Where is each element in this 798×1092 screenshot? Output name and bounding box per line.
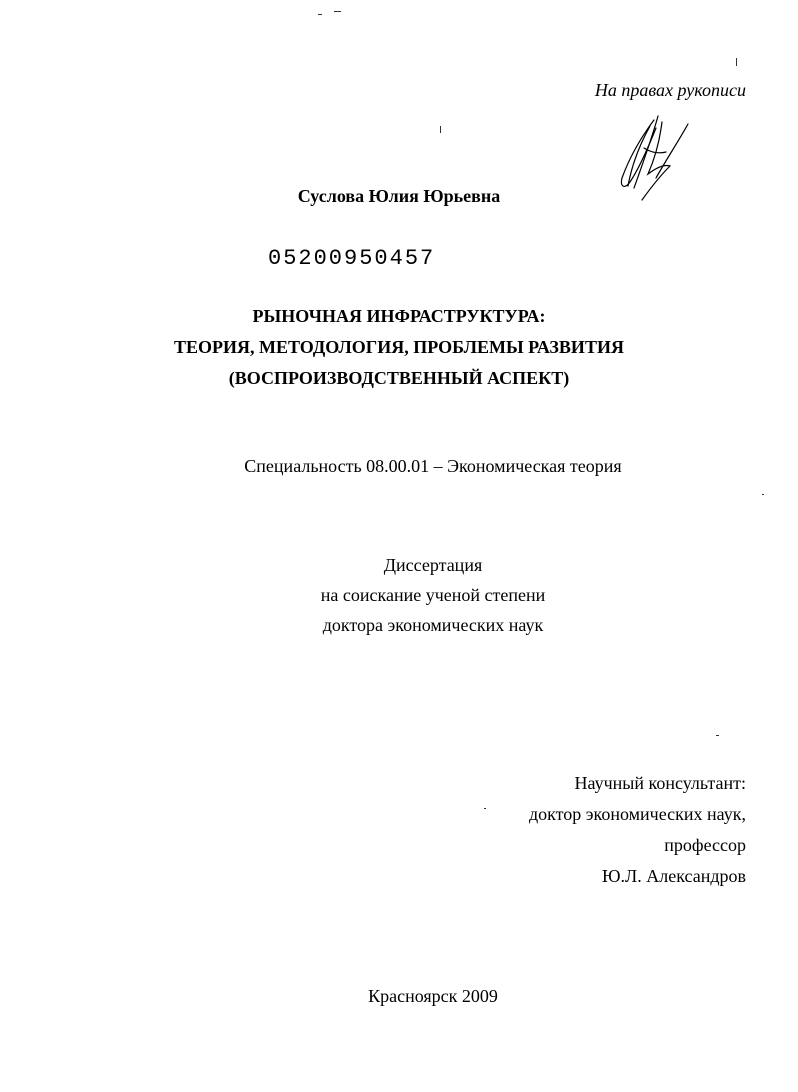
consultant-label: Научный консультант: [574,773,746,793]
scan-speck [762,494,764,495]
dissertation-title [0,301,798,394]
title-line-3: (ВОСПРОИЗВОДСТВЕННЫЙ АСПЕКТ) [228,368,570,388]
degree-statement [0,550,798,640]
degree-line-2: на соискание ученой степени [320,585,546,605]
scan-speck [318,14,322,15]
consultant-name: Ю.Л. Александров [602,866,746,886]
scan-speck [484,808,486,809]
title-line-1: РЫНОЧНАЯ ИНФРАСТРУКТУРА: [252,306,546,326]
scientific-consultant [529,768,746,892]
scan-speck [440,126,441,133]
author-name: Суслова Юлия Юрьевна [297,186,501,206]
title-line-2: ТЕОРИЯ, МЕТОДОЛОГИЯ, ПРОБЛЕМЫ РАЗВИТИЯ [174,337,624,357]
city-year: Красноярск 2009 [368,986,498,1006]
scan-speck [716,735,719,736]
consultant-rank: профессор [664,835,746,855]
degree-line-3: доктора экономических наук [322,615,544,635]
degree-line-1: Диссертация [383,555,483,575]
scan-speck [334,11,341,12]
rights-note: На правах рукописи [594,80,746,100]
specialty: Специальность 08.00.01 – Экономическая теория [244,456,622,476]
scan-speck [736,58,737,66]
consultant-degree: доктор экономических наук, [529,804,746,824]
registration-number: 05200950457 [268,246,436,271]
